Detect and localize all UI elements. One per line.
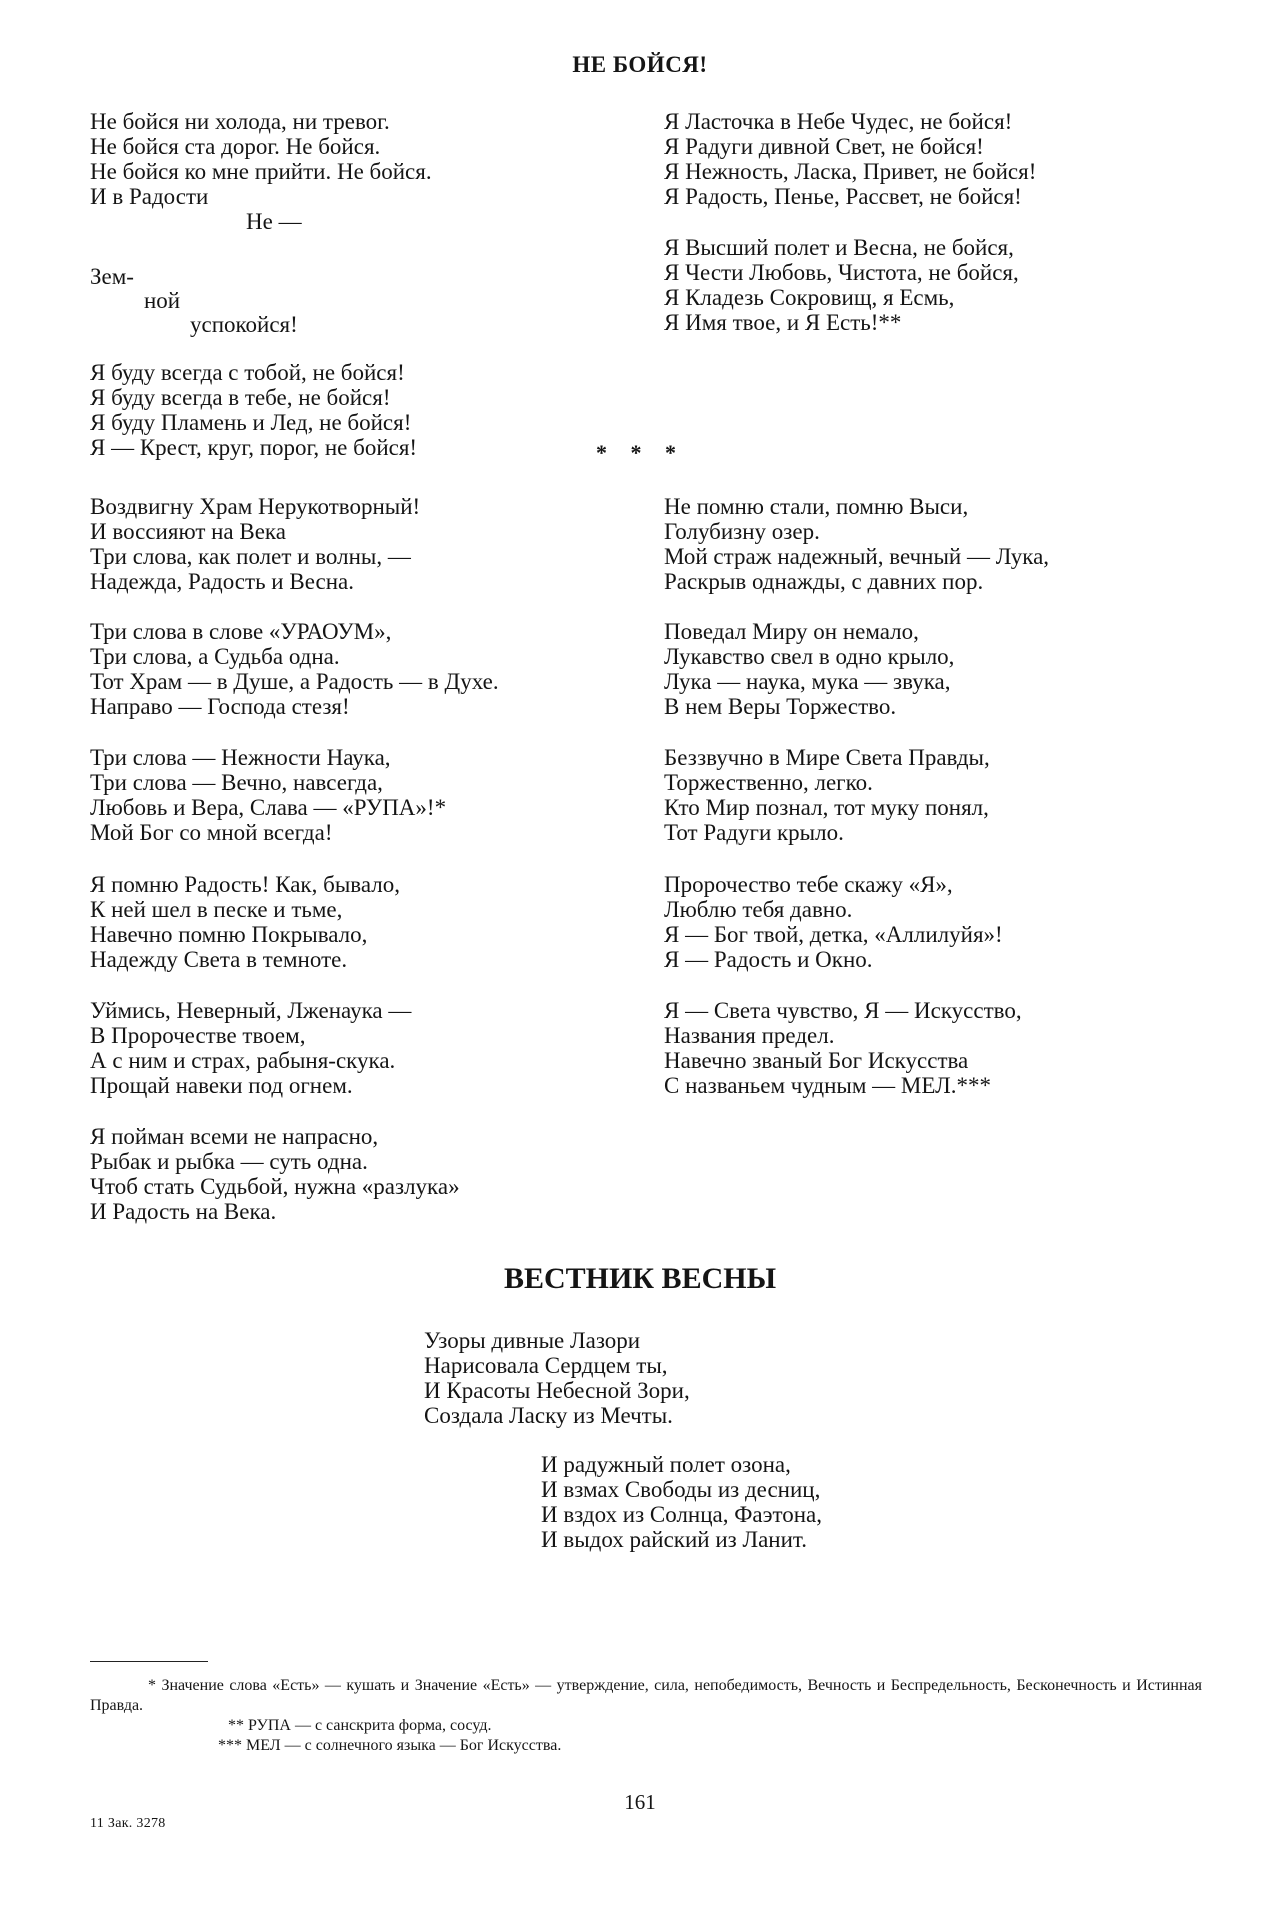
verse-line: Лука — наука, мука — звука, bbox=[664, 669, 951, 694]
verse-line: Чтоб стать Судьбой, нужна «разлука» bbox=[90, 1174, 460, 1199]
poem1-stair-line-2 bbox=[90, 264, 134, 289]
poem2-left-stanza-5 bbox=[90, 998, 411, 1098]
verse-line: Не — bbox=[246, 209, 302, 234]
verse-line: Мой страж надежный, вечный — Лука, bbox=[664, 544, 1050, 569]
verse-line: Не бойся ни холода, ни тревог. bbox=[90, 109, 390, 134]
poem-title-ne-boysya: НЕ БОЙСЯ! bbox=[572, 52, 708, 77]
verse-line: Три слова, как полет и волны, — bbox=[90, 544, 411, 569]
poem1-right-stanza-2 bbox=[664, 235, 1019, 335]
verse-line: Поведал Миру он немало, bbox=[664, 619, 919, 644]
poem3-stanza-2 bbox=[541, 1452, 822, 1552]
verse-line: Я Высший полет и Весна, не бойся, bbox=[664, 235, 1014, 260]
poem1-left-stanza-1 bbox=[90, 109, 432, 209]
verse-line: Пророчество тебе скажу «Я», bbox=[664, 872, 953, 897]
verse-line: Любовь и Вера, Слава — «РУПА»!* bbox=[90, 795, 447, 820]
page-number: 161 bbox=[624, 1790, 656, 1814]
verse-line: Кто Мир познал, тот муку понял, bbox=[664, 795, 989, 820]
verse-line: Навечно помню Покрывало, bbox=[90, 922, 368, 947]
verse-line: успокойся! bbox=[190, 312, 298, 337]
verse-line: Голубизну озер. bbox=[664, 519, 820, 544]
verse-line: Я Ласточка в Небе Чудес, не бойся! bbox=[664, 109, 1013, 134]
verse-line: Тот Храм — в Душе, а Радость — в Духе. bbox=[90, 669, 499, 694]
poem-title-vestnik-vesny: ВЕСТНИК ВЕСНЫ bbox=[503, 1262, 777, 1295]
verse-line: Три слова в слове «УРАОУМ», bbox=[90, 619, 392, 644]
verse-line: Беззвучно в Мире Света Правды, bbox=[664, 745, 990, 770]
verse-line: Направо — Господа стезя! bbox=[90, 694, 350, 719]
footnote-2: ** РУПА — с санскрита форма, сосуд. bbox=[228, 1717, 492, 1734]
verse-line: Мой Бог со мной всегда! bbox=[90, 820, 333, 845]
verse-line: Не помню стали, помню Выси, bbox=[664, 494, 969, 519]
poem1-stair-line-1 bbox=[246, 209, 302, 234]
verse-line: Рыбак и рыбка — суть одна. bbox=[90, 1149, 368, 1174]
verse-line: Я Кладезь Сокровищ, я Есмь, bbox=[664, 285, 955, 310]
verse-line: Надежду Света в темноте. bbox=[90, 947, 348, 972]
verse-line: Навечно званый Бог Искусства bbox=[664, 1048, 969, 1073]
poem2-left-stanza-2 bbox=[90, 619, 499, 719]
verse-line: И взмах Свободы из десниц, bbox=[541, 1477, 821, 1502]
poem2-left-stanza-1 bbox=[90, 494, 420, 594]
verse-line: Создала Ласку из Мечты. bbox=[424, 1403, 673, 1428]
verse-line: Названия предел. bbox=[664, 1023, 835, 1048]
verse-line: Я Радость, Пенье, Рассвет, не бойся! bbox=[664, 184, 1022, 209]
footnote-3: *** МЕЛ — с солнечного языка — Бог Искусства. bbox=[218, 1737, 562, 1754]
verse-line: Тот Радуги крыло. bbox=[664, 820, 844, 845]
verse-line: Я пойман всеми не напрасно, bbox=[90, 1124, 379, 1149]
verse-line: Не бойся ко мне прийти. Не бойся. bbox=[90, 159, 432, 184]
footnote-rule bbox=[90, 1661, 208, 1662]
verse-line: Я — Света чувство, Я — Искусство, bbox=[664, 998, 1022, 1023]
verse-line: И Красоты Небесной Зори, bbox=[424, 1378, 690, 1403]
verse-line: И воссияют на Века bbox=[90, 519, 286, 544]
poem1-right-stanza-1 bbox=[664, 109, 1036, 209]
verse-line: Прощай навеки под огнем. bbox=[90, 1073, 353, 1098]
poem2-left-stanza-4 bbox=[90, 872, 400, 972]
verse-line: В нем Веры Торжество. bbox=[664, 694, 897, 719]
poem1-stair-line-4 bbox=[190, 312, 298, 337]
poem2-right-stanza-2 bbox=[664, 619, 954, 719]
poem1-left-stanza-2 bbox=[90, 360, 417, 460]
poem2-left-stanza-6 bbox=[90, 1124, 460, 1224]
verse-line: И радужный полет озона, bbox=[541, 1452, 791, 1477]
footnotes bbox=[90, 1676, 1202, 1756]
verse-line: Я — Крест, круг, порог, не бойся! bbox=[90, 435, 418, 460]
verse-line: Я Имя твое, и Я Есть!** bbox=[664, 310, 902, 335]
poem2-right-stanza-3 bbox=[664, 745, 990, 845]
verse-line: Я — Бог твой, детка, «Аллилуйя»! bbox=[664, 922, 1003, 947]
verse-line: Уймись, Неверный, Лженаука — bbox=[90, 998, 412, 1023]
verse-line: Нарисовала Сердцем ты, bbox=[424, 1353, 668, 1378]
verse-line: Я Радуги дивной Свет, не бойся! bbox=[664, 134, 984, 159]
verse-line: И вздох из Солнца, Фаэтона, bbox=[541, 1502, 823, 1527]
verse-line: Раскрыв однажды, с давних пор. bbox=[664, 569, 984, 594]
verse-line: В Пророчестве твоем, bbox=[90, 1023, 306, 1048]
poem2-right-stanza-5 bbox=[664, 998, 1022, 1098]
verse-line: Я помню Радость! Как, бывало, bbox=[90, 872, 400, 897]
verse-line: А с ним и страх, рабыня-скука. bbox=[90, 1048, 396, 1073]
poem2-right-stanza-4 bbox=[664, 872, 1003, 972]
verse-line: Три слова, а Судьба одна. bbox=[90, 644, 340, 669]
verse-line: Я Нежность, Ласка, Привет, не бойся! bbox=[664, 159, 1037, 184]
verse-line: ной bbox=[144, 288, 181, 313]
verse-line: Три слова — Нежности Наука, bbox=[90, 745, 391, 770]
verse-line: Торжественно, легко. bbox=[664, 770, 873, 795]
poem2-left-stanza-3 bbox=[90, 745, 446, 845]
verse-line: Лукавство свел в одно крыло, bbox=[664, 644, 955, 669]
verse-line: Не бойся ста дорог. Не бойся. bbox=[90, 134, 381, 159]
verse-line: И в Радости bbox=[90, 184, 209, 209]
verse-line: Я буду Пламень и Лед, не бойся! bbox=[90, 410, 412, 435]
footnote-1: * Значение слова «Есть» — кушать и Значение «Есть» — утверждение, сила, непобедимость, Вечность и Беспредельность, Бесконечность и Истинная Правда. bbox=[90, 1677, 1202, 1714]
poem3-stanza-1 bbox=[424, 1328, 690, 1428]
verse-line: Люблю тебя давно. bbox=[664, 897, 853, 922]
poem2-right-stanza-1 bbox=[664, 494, 1049, 594]
section-separator: * * * bbox=[596, 440, 676, 465]
poem1-stair-line-3 bbox=[144, 288, 180, 313]
print-order-mark: 11 Зак. 3278 bbox=[90, 1816, 166, 1831]
verse-line: Я буду всегда в тебе, не бойся! bbox=[90, 385, 391, 410]
verse-line: И выдох райский из Ланит. bbox=[541, 1527, 807, 1552]
verse-line: Я буду всегда с тобой, не бойся! bbox=[90, 360, 405, 385]
verse-line: Я — Радость и Окно. bbox=[664, 947, 873, 972]
verse-line: С названьем чудным — МЕЛ.*** bbox=[664, 1073, 991, 1098]
verse-line: Воздвигну Храм Нерукотворный! bbox=[90, 494, 421, 519]
verse-line: Узоры дивные Лазори bbox=[424, 1328, 641, 1353]
verse-line: Надежда, Радость и Весна. bbox=[90, 569, 354, 594]
verse-line: К ней шел в песке и тьме, bbox=[90, 897, 343, 922]
verse-line: Зем- bbox=[90, 264, 134, 289]
verse-line: Три слова — Вечно, навсегда, bbox=[90, 770, 383, 795]
verse-line: И Радость на Века. bbox=[90, 1199, 277, 1224]
verse-line: Я Чести Любовь, Чистота, не бойся, bbox=[664, 260, 1019, 285]
